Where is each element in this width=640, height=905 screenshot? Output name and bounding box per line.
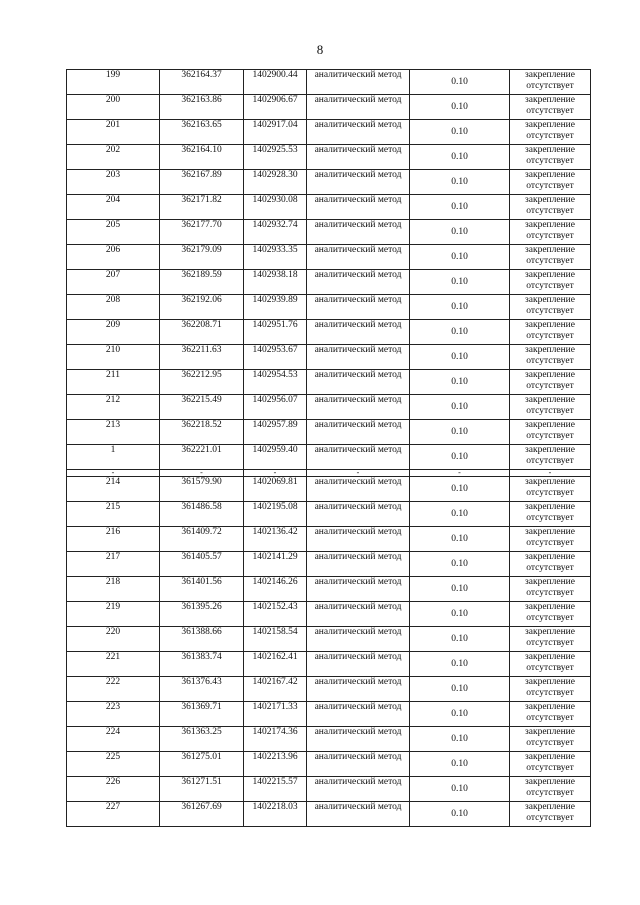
table-row — [67, 145, 591, 170]
x-coordinate-cell: 361275.01 — [160, 752, 244, 777]
point-number-cell: 219 — [67, 602, 160, 627]
accuracy-cell: 0.10 — [410, 552, 510, 577]
table-row — [67, 802, 591, 827]
accuracy-cell: 0.10 — [410, 170, 510, 195]
point-number-cell: 211 — [67, 370, 160, 395]
method-cell: аналитический метод — [307, 802, 410, 827]
y-coordinate-cell: 1402951.76 — [244, 320, 307, 345]
method-cell: аналитический метод — [307, 95, 410, 120]
accuracy-cell: 0.10 — [410, 577, 510, 602]
method-cell: аналитический метод — [307, 270, 410, 295]
accuracy-cell: 0.10 — [410, 477, 510, 502]
accuracy-cell: 0.10 — [410, 145, 510, 170]
accuracy-cell: 0.10 — [410, 95, 510, 120]
table-row — [67, 270, 591, 295]
y-coordinate-cell: 1402930.08 — [244, 195, 307, 220]
x-coordinate-cell: 362179.09 — [160, 245, 244, 270]
x-coordinate-cell: 362215.49 — [160, 395, 244, 420]
point-number-cell: 206 — [67, 245, 160, 270]
fixation-cell: закрепление отсутствует — [510, 70, 591, 95]
fixation-cell: закрепление отсутствует — [510, 120, 591, 145]
table-row — [67, 170, 591, 195]
x-coordinate-cell: 361409.72 — [160, 527, 244, 552]
x-coordinate-cell: - — [160, 470, 244, 477]
method-cell: аналитический метод — [307, 552, 410, 577]
fixation-cell: закрепление отсутствует — [510, 802, 591, 827]
fixation-cell: - — [510, 470, 591, 477]
point-number-cell: 224 — [67, 727, 160, 752]
table-row — [67, 552, 591, 577]
x-coordinate-cell: 361579.90 — [160, 477, 244, 502]
fixation-cell: закрепление отсутствует — [510, 145, 591, 170]
fixation-cell: закрепление отсутствует — [510, 477, 591, 502]
method-cell: аналитический метод — [307, 145, 410, 170]
fixation-cell: закрепление отсутствует — [510, 577, 591, 602]
method-cell: аналитический метод — [307, 727, 410, 752]
fixation-cell: закрепление отсутствует — [510, 702, 591, 727]
accuracy-cell: 0.10 — [410, 627, 510, 652]
x-coordinate-cell: 361486.58 — [160, 502, 244, 527]
x-coordinate-cell: 361271.51 — [160, 777, 244, 802]
point-number-cell: 203 — [67, 170, 160, 195]
y-coordinate-cell: 1402917.04 — [244, 120, 307, 145]
x-coordinate-cell: 361388.66 — [160, 627, 244, 652]
x-coordinate-cell: 362218.52 — [160, 420, 244, 445]
table-row — [67, 445, 591, 470]
point-number-cell: 212 — [67, 395, 160, 420]
y-coordinate-cell: 1402959.40 — [244, 445, 307, 470]
point-number-cell: - — [67, 470, 160, 477]
x-coordinate-cell: 361376.43 — [160, 677, 244, 702]
accuracy-cell: 0.10 — [410, 752, 510, 777]
method-cell: аналитический метод — [307, 320, 410, 345]
fixation-cell: закрепление отсутствует — [510, 420, 591, 445]
point-number-cell: 222 — [67, 677, 160, 702]
coordinates-table — [66, 69, 591, 827]
x-coordinate-cell: 362171.82 — [160, 195, 244, 220]
table-row — [67, 652, 591, 677]
accuracy-cell: 0.10 — [410, 70, 510, 95]
point-number-cell: 205 — [67, 220, 160, 245]
table-row — [67, 195, 591, 220]
x-coordinate-cell: 361363.25 — [160, 727, 244, 752]
fixation-cell: закрепление отсутствует — [510, 395, 591, 420]
point-number-cell: 1 — [67, 445, 160, 470]
table-row — [67, 70, 591, 95]
point-number-cell: 218 — [67, 577, 160, 602]
y-coordinate-cell: 1402174.36 — [244, 727, 307, 752]
x-coordinate-cell: 362192.06 — [160, 295, 244, 320]
point-number-cell: 200 — [67, 95, 160, 120]
y-coordinate-cell: 1402953.67 — [244, 345, 307, 370]
y-coordinate-cell: 1402928.30 — [244, 170, 307, 195]
method-cell: аналитический метод — [307, 527, 410, 552]
method-cell: аналитический метод — [307, 702, 410, 727]
table-row — [67, 627, 591, 652]
y-coordinate-cell: 1402933.35 — [244, 245, 307, 270]
method-cell: аналитический метод — [307, 602, 410, 627]
y-coordinate-cell: 1402195.08 — [244, 502, 307, 527]
accuracy-cell: - — [410, 470, 510, 477]
y-coordinate-cell: 1402900.44 — [244, 70, 307, 95]
y-coordinate-cell: - — [244, 470, 307, 477]
point-number-cell: 210 — [67, 345, 160, 370]
method-cell: аналитический метод — [307, 245, 410, 270]
x-coordinate-cell: 362212.95 — [160, 370, 244, 395]
point-number-cell: 209 — [67, 320, 160, 345]
method-cell: аналитический метод — [307, 70, 410, 95]
accuracy-cell: 0.10 — [410, 395, 510, 420]
method-cell: аналитический метод — [307, 295, 410, 320]
method-cell: аналитический метод — [307, 120, 410, 145]
point-number-cell: 221 — [67, 652, 160, 677]
point-number-cell: 199 — [67, 70, 160, 95]
y-coordinate-cell: 1402136.42 — [244, 527, 307, 552]
fixation-cell: закрепление отсутствует — [510, 752, 591, 777]
y-coordinate-cell: 1402932.74 — [244, 220, 307, 245]
table-row — [67, 602, 591, 627]
fixation-cell: закрепление отсутствует — [510, 652, 591, 677]
point-number-cell: 202 — [67, 145, 160, 170]
table-row — [67, 502, 591, 527]
fixation-cell: закрепление отсутствует — [510, 677, 591, 702]
y-coordinate-cell: 1402218.03 — [244, 802, 307, 827]
fixation-cell: закрепление отсутствует — [510, 245, 591, 270]
fixation-cell: закрепление отсутствует — [510, 95, 591, 120]
fixation-cell: закрепление отсутствует — [510, 220, 591, 245]
coordinates-table-body — [67, 70, 591, 827]
accuracy-cell: 0.10 — [410, 445, 510, 470]
fixation-cell: закрепление отсутствует — [510, 320, 591, 345]
point-number-cell: 207 — [67, 270, 160, 295]
fixation-cell: закрепление отсутствует — [510, 295, 591, 320]
accuracy-cell: 0.10 — [410, 220, 510, 245]
fixation-cell: закрепление отсутствует — [510, 195, 591, 220]
point-number-cell: 214 — [67, 477, 160, 502]
y-coordinate-cell: 1402956.07 — [244, 395, 307, 420]
point-number-cell: 227 — [67, 802, 160, 827]
y-coordinate-cell: 1402171.33 — [244, 702, 307, 727]
fixation-cell: закрепление отсутствует — [510, 170, 591, 195]
table-row — [67, 477, 591, 502]
x-coordinate-cell: 362164.37 — [160, 70, 244, 95]
fixation-cell: закрепление отсутствует — [510, 370, 591, 395]
table-row — [67, 295, 591, 320]
method-cell: аналитический метод — [307, 652, 410, 677]
table-row — [67, 120, 591, 145]
x-coordinate-cell: 362177.70 — [160, 220, 244, 245]
method-cell: аналитический метод — [307, 677, 410, 702]
fixation-cell: закрепление отсутствует — [510, 527, 591, 552]
point-number-cell: 204 — [67, 195, 160, 220]
x-coordinate-cell: 362164.10 — [160, 145, 244, 170]
separator-row — [67, 470, 591, 477]
fixation-cell: закрепление отсутствует — [510, 270, 591, 295]
y-coordinate-cell: 1402146.26 — [244, 577, 307, 602]
accuracy-cell: 0.10 — [410, 320, 510, 345]
accuracy-cell: 0.10 — [410, 120, 510, 145]
x-coordinate-cell: 361383.74 — [160, 652, 244, 677]
y-coordinate-cell: 1402152.43 — [244, 602, 307, 627]
fixation-cell: закрепление отсутствует — [510, 552, 591, 577]
y-coordinate-cell: 1402141.29 — [244, 552, 307, 577]
accuracy-cell: 0.10 — [410, 777, 510, 802]
table-row — [67, 395, 591, 420]
fixation-cell: закрепление отсутствует — [510, 727, 591, 752]
point-number-cell: 225 — [67, 752, 160, 777]
table-row — [67, 777, 591, 802]
method-cell: аналитический метод — [307, 477, 410, 502]
point-number-cell: 213 — [67, 420, 160, 445]
point-number-cell: 223 — [67, 702, 160, 727]
method-cell: аналитический метод — [307, 577, 410, 602]
method-cell: аналитический метод — [307, 502, 410, 527]
x-coordinate-cell: 361267.69 — [160, 802, 244, 827]
accuracy-cell: 0.10 — [410, 652, 510, 677]
method-cell: аналитический метод — [307, 445, 410, 470]
y-coordinate-cell: 1402939.89 — [244, 295, 307, 320]
fixation-cell: закрепление отсутствует — [510, 627, 591, 652]
y-coordinate-cell: 1402906.67 — [244, 95, 307, 120]
method-cell: аналитический метод — [307, 777, 410, 802]
table-row — [67, 370, 591, 395]
accuracy-cell: 0.10 — [410, 702, 510, 727]
accuracy-cell: 0.10 — [410, 420, 510, 445]
x-coordinate-cell: 362163.65 — [160, 120, 244, 145]
method-cell: аналитический метод — [307, 370, 410, 395]
y-coordinate-cell: 1402069.81 — [244, 477, 307, 502]
y-coordinate-cell: 1402158.54 — [244, 627, 307, 652]
x-coordinate-cell: 362167.89 — [160, 170, 244, 195]
fixation-cell: закрепление отсутствует — [510, 502, 591, 527]
y-coordinate-cell: 1402215.57 — [244, 777, 307, 802]
x-coordinate-cell: 362163.86 — [160, 95, 244, 120]
accuracy-cell: 0.10 — [410, 602, 510, 627]
x-coordinate-cell: 361401.56 — [160, 577, 244, 602]
x-coordinate-cell: 361369.71 — [160, 702, 244, 727]
fixation-cell: закрепление отсутствует — [510, 345, 591, 370]
point-number-cell: 215 — [67, 502, 160, 527]
method-cell: аналитический метод — [307, 195, 410, 220]
table-row — [67, 527, 591, 552]
accuracy-cell: 0.10 — [410, 527, 510, 552]
accuracy-cell: 0.10 — [410, 370, 510, 395]
table-row — [67, 320, 591, 345]
x-coordinate-cell: 362189.59 — [160, 270, 244, 295]
table-row — [67, 727, 591, 752]
accuracy-cell: 0.10 — [410, 270, 510, 295]
table-row — [67, 420, 591, 445]
table-row — [67, 702, 591, 727]
method-cell: аналитический метод — [307, 420, 410, 445]
fixation-cell: закрепление отсутствует — [510, 445, 591, 470]
accuracy-cell: 0.10 — [410, 802, 510, 827]
point-number-cell: 217 — [67, 552, 160, 577]
accuracy-cell: 0.10 — [410, 502, 510, 527]
method-cell: аналитический метод — [307, 752, 410, 777]
y-coordinate-cell: 1402925.53 — [244, 145, 307, 170]
table-row — [67, 220, 591, 245]
x-coordinate-cell: 361395.26 — [160, 602, 244, 627]
point-number-cell: 220 — [67, 627, 160, 652]
accuracy-cell: 0.10 — [410, 727, 510, 752]
point-number-cell: 208 — [67, 295, 160, 320]
y-coordinate-cell: 1402957.89 — [244, 420, 307, 445]
table-row — [67, 677, 591, 702]
page-number: 8 — [316, 42, 324, 57]
method-cell: аналитический метод — [307, 395, 410, 420]
x-coordinate-cell: 362211.63 — [160, 345, 244, 370]
point-number-cell: 216 — [67, 527, 160, 552]
x-coordinate-cell: 362208.71 — [160, 320, 244, 345]
table-row — [67, 245, 591, 270]
point-number-cell: 201 — [67, 120, 160, 145]
table-row — [67, 95, 591, 120]
method-cell: аналитический метод — [307, 627, 410, 652]
table-row — [67, 577, 591, 602]
x-coordinate-cell: 361405.57 — [160, 552, 244, 577]
method-cell: аналитический метод — [307, 170, 410, 195]
y-coordinate-cell: 1402167.42 — [244, 677, 307, 702]
fixation-cell: закрепление отсутствует — [510, 602, 591, 627]
method-cell: - — [307, 470, 410, 477]
accuracy-cell: 0.10 — [410, 345, 510, 370]
method-cell: аналитический метод — [307, 345, 410, 370]
accuracy-cell: 0.10 — [410, 295, 510, 320]
y-coordinate-cell: 1402162.41 — [244, 652, 307, 677]
table-row — [67, 752, 591, 777]
accuracy-cell: 0.10 — [410, 245, 510, 270]
method-cell: аналитический метод — [307, 220, 410, 245]
x-coordinate-cell: 362221.01 — [160, 445, 244, 470]
fixation-cell: закрепление отсутствует — [510, 777, 591, 802]
point-number-cell: 226 — [67, 777, 160, 802]
accuracy-cell: 0.10 — [410, 195, 510, 220]
accuracy-cell: 0.10 — [410, 677, 510, 702]
table-row — [67, 345, 591, 370]
y-coordinate-cell: 1402954.53 — [244, 370, 307, 395]
y-coordinate-cell: 1402213.96 — [244, 752, 307, 777]
y-coordinate-cell: 1402938.18 — [244, 270, 307, 295]
